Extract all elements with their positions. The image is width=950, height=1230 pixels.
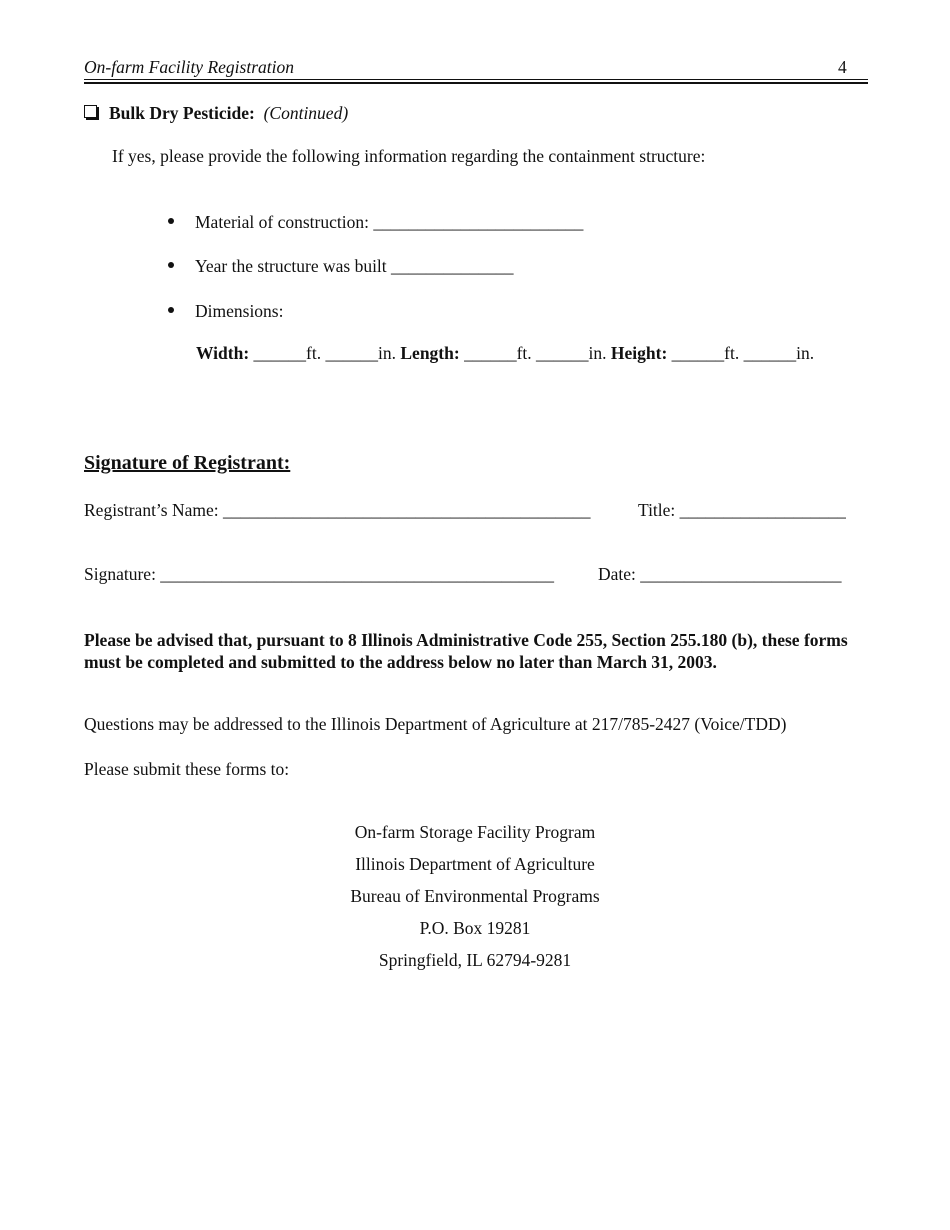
section-continued-label: (Continued): [263, 103, 349, 123]
address-line-department: Illinois Department of Agriculture: [355, 854, 595, 874]
height-label: Height:: [610, 343, 668, 363]
ft-unit: ft.: [516, 343, 532, 363]
bullet-year: [168, 256, 514, 277]
signature-heading: Signature of Registrant:: [84, 452, 291, 474]
mailing-address: [0, 821, 950, 981]
address-line-program: On-farm Storage Facility Program: [354, 822, 596, 842]
header-rule-thin: [84, 79, 868, 80]
date-field[interactable]: Date: _______________________: [598, 564, 842, 584]
address-line-bureau: Bureau of Environmental Programs: [350, 886, 600, 906]
questions-text: Questions may be addressed to the Illinois Department of Agriculture at 217/785-2427 (Voice/TDD): [84, 714, 787, 734]
material-field[interactable]: Material of construction: ________________________: [195, 212, 584, 232]
bullet-icon: [168, 307, 174, 313]
in-unit: in.: [378, 343, 396, 363]
address-line-city: Springfield, IL 62794-9281: [378, 950, 572, 970]
in-unit: in.: [588, 343, 607, 363]
bullet-icon: [168, 262, 174, 268]
address-line-pobox: P.O. Box 19281: [419, 918, 531, 938]
length-ft-blank[interactable]: ______: [464, 343, 517, 363]
ft-unit: ft.: [724, 343, 740, 363]
signature-field[interactable]: Signature: _____________________________________________: [84, 564, 555, 584]
dimensions-label: Dimensions:: [195, 301, 284, 321]
height-in-blank[interactable]: ______: [743, 343, 797, 363]
length-in-blank[interactable]: ______: [536, 343, 589, 363]
width-in-blank[interactable]: ______: [325, 343, 378, 363]
registrant-name-field[interactable]: Registrant’s Name: __________________________________________: [84, 500, 591, 520]
checkbox-icon[interactable]: [84, 105, 97, 118]
bullet-dimensions: [168, 301, 283, 322]
length-label: Length:: [400, 343, 460, 363]
width-ft-blank[interactable]: ______: [253, 343, 307, 363]
page-number: 4: [838, 57, 847, 77]
bullet-icon: [168, 218, 174, 224]
section-title: [84, 103, 348, 124]
ft-unit: ft.: [306, 343, 322, 363]
bullet-material: [168, 212, 583, 233]
height-ft-blank[interactable]: ______: [671, 343, 725, 363]
document-header-title: On-farm Facility Registration: [84, 57, 294, 77]
width-label: Width:: [196, 343, 250, 363]
deadline-notice: Please be advised that, pursuant to 8 Illinois Administrative Code 255, Section 255.180 (b), these forms must be completed and submitted to the address below no later than March 31, 2003.: [84, 630, 848, 672]
header-rule-thick: [84, 82, 868, 84]
title-field[interactable]: Title: ___________________: [638, 500, 846, 520]
year-field[interactable]: Year the structure was built ______________: [195, 256, 514, 276]
section-intro: If yes, please provide the following information regarding the containment structure:: [112, 146, 706, 166]
dimensions-row: [196, 343, 814, 364]
submit-text: Please submit these forms to:: [84, 759, 290, 779]
in-unit: in.: [796, 343, 815, 363]
section-title-label: Bulk Dry Pesticide:: [109, 103, 255, 123]
